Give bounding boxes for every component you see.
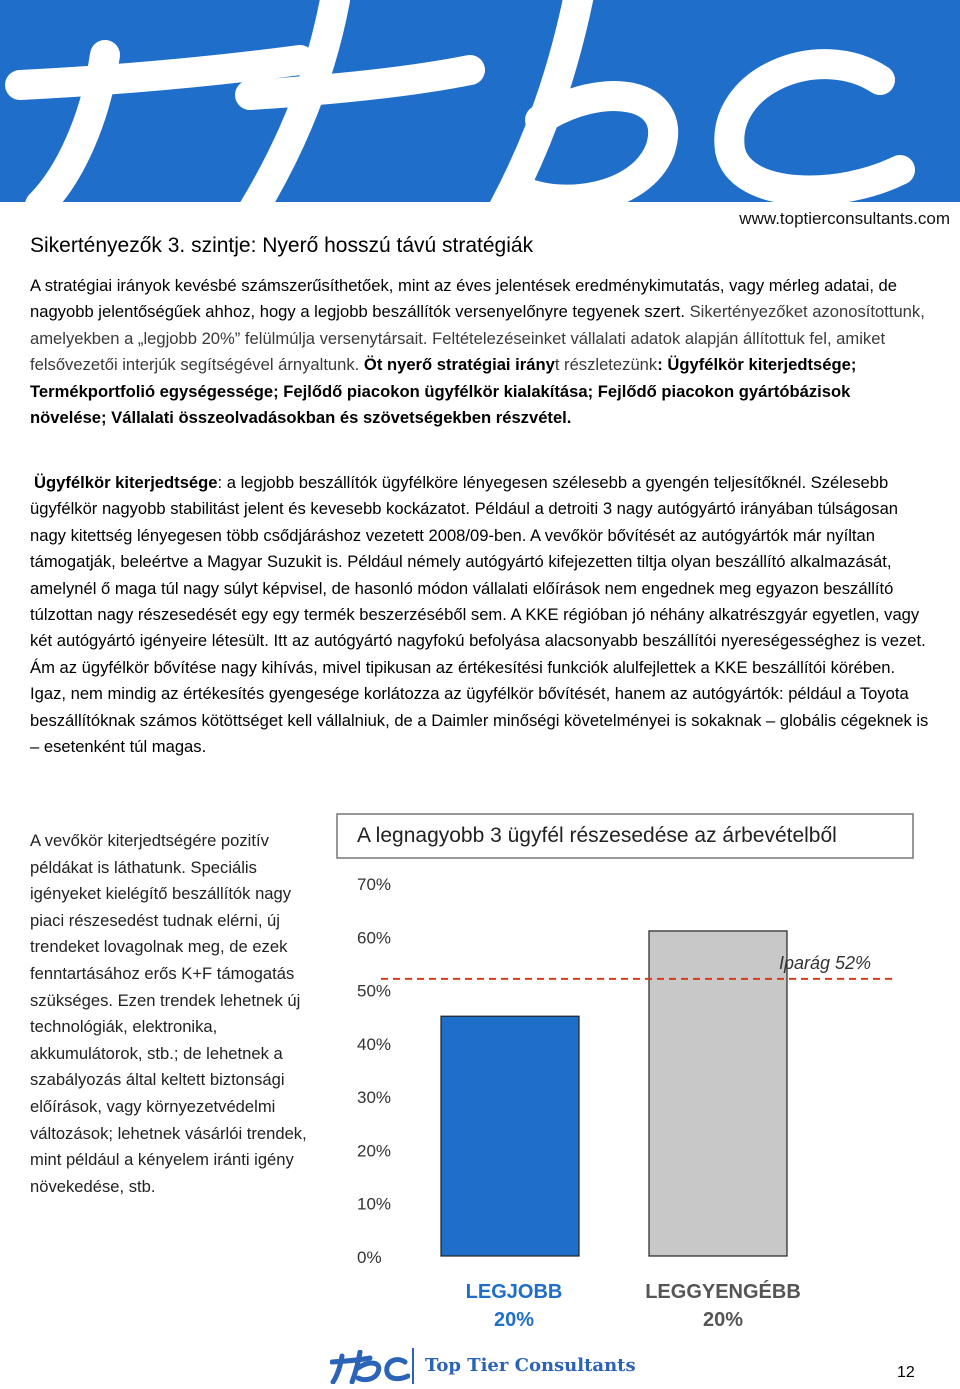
y-tick-label: 70% <box>357 875 392 894</box>
y-tick-label: 30% <box>357 1088 392 1108</box>
y-tick-label: 60% <box>357 928 392 948</box>
site-url[interactable]: www.toptierconsultants.com <box>739 209 950 228</box>
customer-reach-heading: Ügyfélkör kiterjedtsége <box>34 473 218 492</box>
customer-reach-paragraph <box>30 470 930 760</box>
chart-svg <box>331 808 919 1338</box>
y-tick-label: 50% <box>357 981 392 1001</box>
page-title: Sikertényezők 3. szintje: Nyerő hosszú távú stratégiák <box>30 234 534 257</box>
y-tick-label: 40% <box>357 1034 392 1054</box>
header-banner <box>0 0 960 202</box>
category-label: 20% <box>702 1309 744 1331</box>
category-label: LEGJOBB <box>465 1281 563 1303</box>
five-directions-plain: t részletezünk <box>554 355 658 375</box>
category-label: 20% <box>493 1309 535 1331</box>
y-tick-label: 10% <box>357 1194 392 1214</box>
y-tick-label: 20% <box>357 1141 392 1161</box>
industry-reference-label: Iparág 52% <box>779 952 872 973</box>
intro-sentence-1: A stratégiai irányok kevésbé számszerűsíthetőek, mint az éves jelentések eredménykimutatás, vagy mérleg adatai, de nagyobb jelentőségűek ahhoz, hogy a legjobb beszállítók versenyelőnyre tegyenek szert. <box>30 276 897 322</box>
page-number: 12 <box>897 1364 915 1381</box>
customer-reach-text: : a legjobb beszállítók ügyfélköre lényegesen szélesebb a gyengén teljesítőknél. Szélesebb ügyfélkör nagyobb stabilitást jelent és kevesebb kockázatot. Például a detroiti 3 nagy autógyártó irányában túlságosan nagy kitettség lényegesen több csődjáráshoz vezetett 2008/09-ben. A vevőkör bővítését az autógyártók már nyíltan támogatják, beleértve a Magyar Suzukit is. Például némely autógyártó kifejezetten tiltja olyan beszállító alkalmazását, amelynél ő maga túl nagy súlyt képvisel, de hasonló módon vállalati előírások nem engednek meg egyazon beszállító túlzottan nagy részesedését egy egy termék beszerzéséből sem. A KKE régióban jó néhány alkatrészgyár egyetlen, vagy két autógyártó igényeire létesült. Itt az autógyártó nagyfokú befolyása alacsonyabb beszállítói nyereségességhez is vezet. Ám az ügyfélkör bővítése nagy kihívás, mivel tipikusan az értékesítési funkciók alulfejlettek a KKE beszállítói körében. Igaz, nem mindig az értékesítés gyengesége korlátozza az ügyfélkör bővítését, hanem az autógyártók: például a Toyota beszállítóknak számos kötöttséget kell vállalniuk, de a Daimler minőségi követelményei is sokaknak – globális cégeknek is – esetenként túl magas. <box>30 473 929 757</box>
intro-paragraph <box>30 273 930 431</box>
ttc-logo-artwork <box>0 0 960 202</box>
y-tick-label: 0% <box>357 1248 382 1267</box>
bar <box>441 1016 579 1256</box>
footer-logo-icon <box>330 1350 410 1384</box>
chart-title: A legnagyobb 3 ügyfél részesedése az árbevételből <box>357 824 837 847</box>
five-directions-bold: Öt nyerő stratégiai irány <box>363 355 555 375</box>
sidebar-text: A vevőkör kiterjedtségére pozitív példákat is láthatunk. Speciális igényeket kielégítő beszállítók nagy piaci részesedést tudnak elérni, új trendeket lovagolnak meg, de ezek fenntartásához erős K+F támogatás szükséges. Ezen trendek lehetnek új technológiák, elektronika, akkumulátorok, stb.; de lehetnek a szabályozás által keltett biztonsági előírások, vagy környezetvédelmi változások; lehetnek vásárlói trendek, mint például a kényelem iránti igény növekedése, stb. <box>30 831 307 1196</box>
five-directions-list: : Ügyfélkör kiterjedtsége; Termékportfolió egységessége; Fejlődő piacokon ügyfélkör kialakítása; Fejlődő piacokon gyártóbázisok növelése; Vállalati összeolvadásokban és szövetségekben részvétel. <box>30 355 857 428</box>
category-label: LEGGYENGÉBB <box>645 1281 801 1303</box>
footer-company-name: Top Tier Consultants <box>425 1355 636 1376</box>
bar-chart <box>331 808 919 1338</box>
footer-divider <box>412 1348 414 1384</box>
intro-sentence-2: Sikertényezőket azonosítottunk, amelyekben a „legjobb 20%” felülmúlja versenytársait. <box>30 302 925 348</box>
intro-sentence-3: Feltételezéseinket vállalati adatok alapján állítottuk fel, amiket felsővezetői interjúk segítségével árnyaltunk. <box>30 328 886 375</box>
